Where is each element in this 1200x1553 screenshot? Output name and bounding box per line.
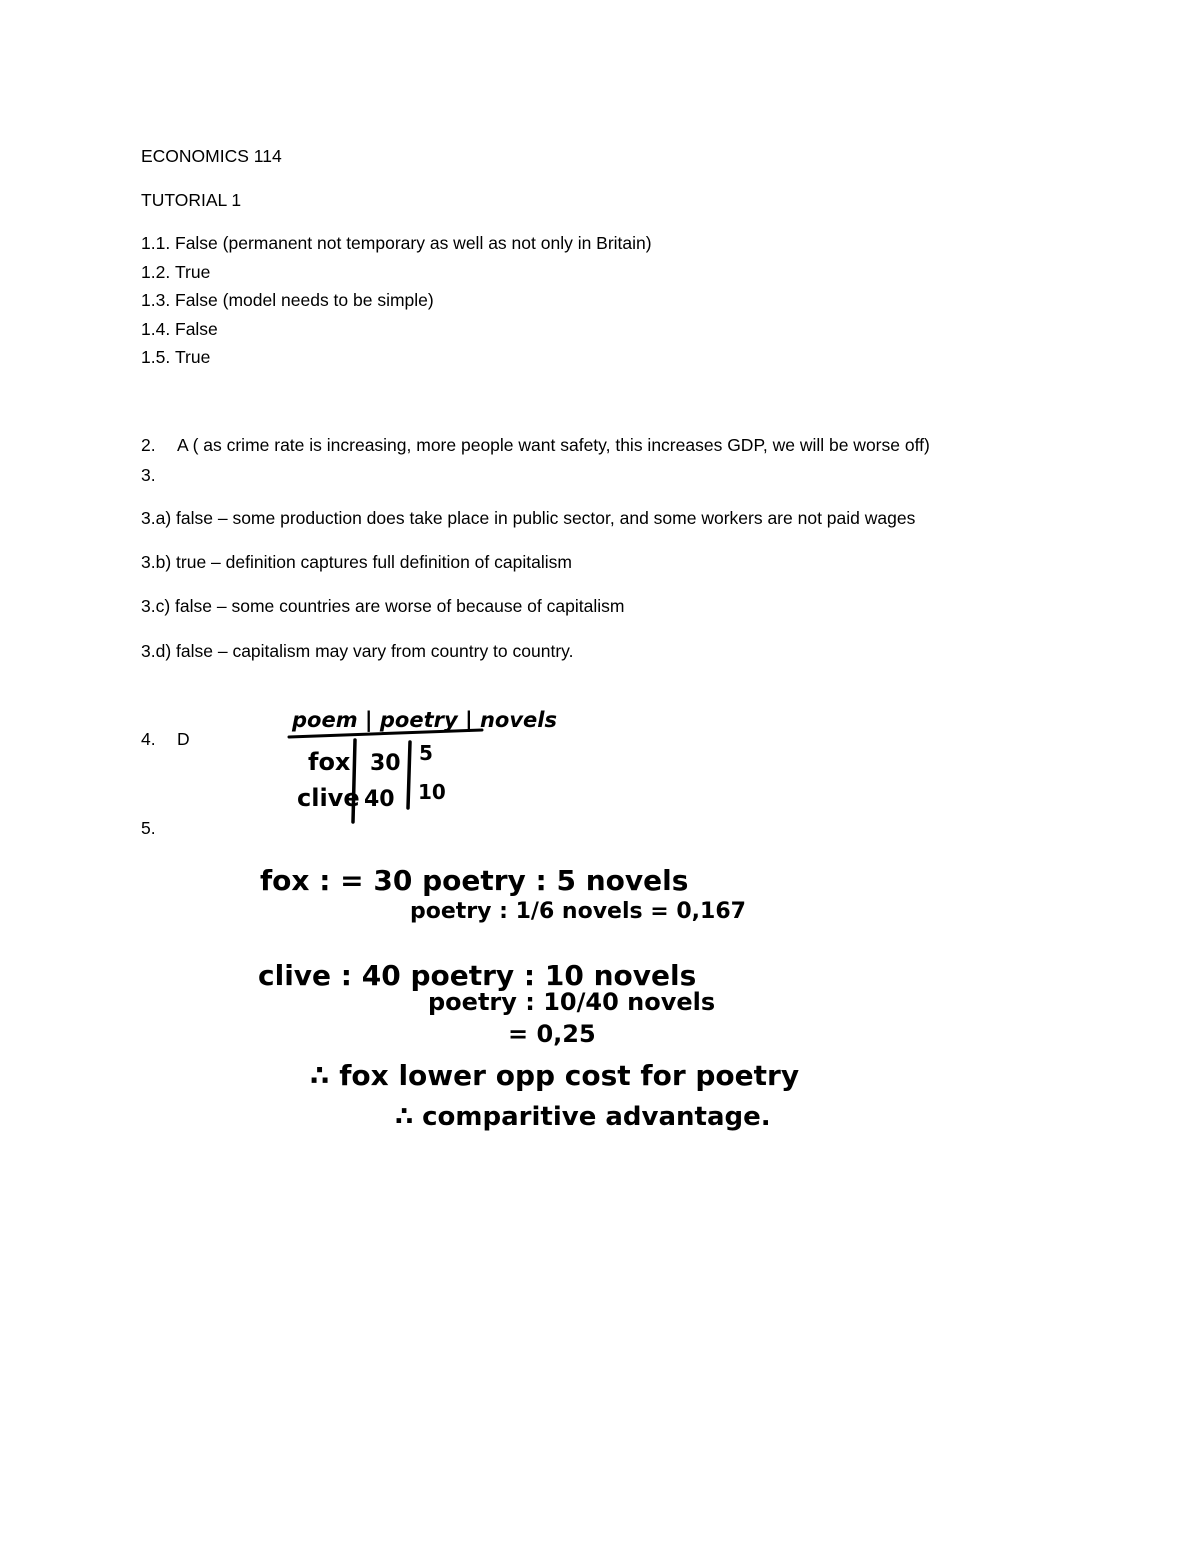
answer-4 — [141, 729, 190, 749]
table-fox-poetry: 30 — [370, 751, 401, 776]
answer-3d: 3.d) false – capitalism may vary from country to country. — [141, 641, 574, 661]
answer-1-3 — [141, 290, 434, 310]
answer-number: 1.5. — [141, 347, 171, 367]
answer-text: False — [175, 319, 218, 339]
work-line-6: ∴ fox lower opp cost for poetry — [310, 1059, 800, 1092]
work-line-5: = 0,25 — [508, 1020, 596, 1048]
answer-3c: 3.c) false – some countries are worse of because of capitalism — [141, 596, 625, 616]
answer-text: A ( as crime rate is increasing, more people want safety, this increases GDP, we will be worse off) — [177, 435, 930, 455]
tutorial-title: TUTORIAL 1 — [141, 190, 242, 210]
answer-text: True — [175, 262, 211, 282]
table-clive-label: clive — [297, 784, 360, 812]
answer-2 — [141, 435, 930, 455]
answer-number: 1.4. — [141, 319, 171, 339]
answer-text: False (permanent not temporary as well as not only in Britain) — [175, 233, 652, 253]
answer-text: D — [177, 729, 190, 749]
work-line-3: clive : 40 poetry : 10 novels — [258, 959, 697, 992]
handwritten-table — [289, 708, 557, 822]
work-line-7: ∴ comparitive advantage. — [395, 1102, 771, 1132]
answer-3b: 3.b) true – definition captures full definition of capitalism — [141, 552, 572, 572]
answer-text: True — [175, 347, 211, 367]
table-fox-novels: 5 — [419, 741, 433, 765]
answer-number: 1.3. — [141, 290, 171, 310]
table-clive-poetry: 40 — [364, 787, 395, 812]
work-line-2: poetry : 1/6 novels = 0,167 — [410, 899, 746, 924]
table-header-text: poem | poetry | novels — [292, 708, 557, 732]
answer-text: False (model needs to be simple) — [175, 290, 434, 310]
work-line-1: fox : = 30 poetry : 5 novels — [260, 864, 689, 897]
answer-number: 1.1. — [141, 233, 171, 253]
answer-1-4 — [141, 319, 218, 339]
course-title: ECONOMICS 114 — [141, 146, 282, 166]
answer-5-number: 5. — [141, 818, 156, 838]
answer-1-2 — [141, 262, 210, 282]
work-line-4: poetry : 10/40 novels — [428, 988, 716, 1016]
answer-number: 4. — [141, 729, 156, 749]
answer-3-number: 3. — [141, 465, 156, 485]
answer-number: 1.2. — [141, 262, 171, 282]
answer-3a: 3.a) false – some production does take place in public sector, and some workers are not paid wages — [141, 508, 916, 528]
table-clive-novels: 10 — [418, 780, 446, 804]
answer-number: 2. — [141, 435, 156, 455]
answer-1-1 — [141, 233, 652, 253]
handwritten-calculation — [258, 864, 799, 1132]
table-fox-label: fox — [308, 748, 351, 776]
answer-1-5 — [141, 347, 210, 367]
